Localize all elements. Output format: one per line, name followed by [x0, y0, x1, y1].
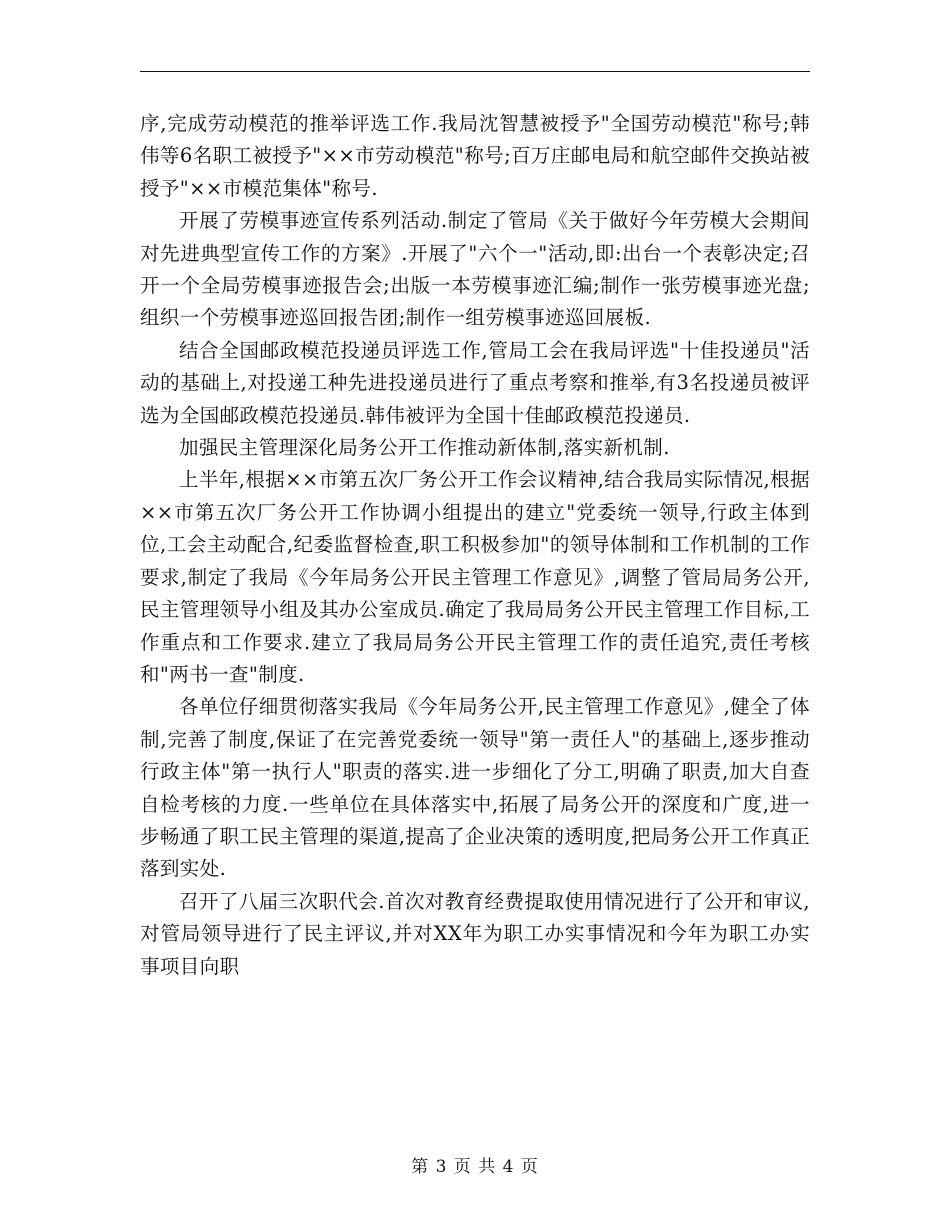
header-divider — [140, 71, 810, 72]
paragraph-7: 召开了八届三次职代会.首次对教育经费提取使用情况进行了公开和审议,对管局领导进行了民主评议,并对XX年为职工办实事情况和今年为职工办实事项目向职 — [140, 889, 810, 978]
document-body — [140, 108, 810, 983]
paragraph-1: 序,完成劳动模范的推举评选工作.我局沈智慧被授予"全国劳动模范"称号;韩伟等6名职工被授予"××市劳动模范"称号;百万庄邮电局和航空邮件交换站被授予"××市模范集体"称号. — [140, 112, 810, 200]
paragraph-5: 上半年,根据××市第五次厂务公开工作会议精神,结合我局实际情况,根据××市第五次厂务公开工作协调小组提出的建立"党委统一领导,行政主体到位,工会主动配合,纪委监督检查,职工积极参加"的领导体制和工作机制的工作要求,制定了我局《今年局务公开民主管理工作意见》,调整了管局局务公开,民主管理领导小组及其办公室成员.确定了我局局务公开民主管理工作目标,工作重点和工作要求.建立了我局局务公开民主管理工作的责任追究,责任考核和"两书一查"制度. — [140, 468, 810, 686]
paragraph-3: 结合全国邮政模范投递员评选工作,管局工会在我局评选"十佳投递员"活动的基础上,对投递工种先进投递员进行了重点考察和推举,有3名投递员被评选为全国邮政模范投递员.韩伟被评为全国十佳邮政模范投递员. — [140, 338, 810, 427]
paragraph-6: 各单位仔细贯彻落实我局《今年局务公开,民主管理工作意见》,健全了体制,完善了制度,保证了在完善党委统一领导"第一责任人"的基础上,逐步推动行政主体"第一执行人"职责的落实.进一步细化了分工,明确了职责,加大自查自检考核的力度.一些单位在具体落实中,拓展了局务公开的深度和广度,进一步畅通了职工民主管理的渠道,提高了企业决策的透明度,把局务公开工作真正落到实处. — [140, 695, 810, 881]
page-number-footer: 第 3 页 共 4 页 — [411, 1157, 539, 1177]
paragraph-4: 加强民主管理深化局务公开工作推动新体制,落实新机制. — [179, 436, 670, 460]
paragraph-2: 开展了劳模事迹宣传系列活动.制定了管局《关于做好今年劳模大会期间对先进典型宣传工作的方案》.开展了"六个一"活动,即:出台一个表彰决定;召开一个全局劳模事迹报告会;出版一本劳模事迹汇编;制作一张劳模事迹光盘;组织一个劳模事迹巡回报告团;制作一组劳模事迹巡回展板. — [140, 209, 810, 330]
